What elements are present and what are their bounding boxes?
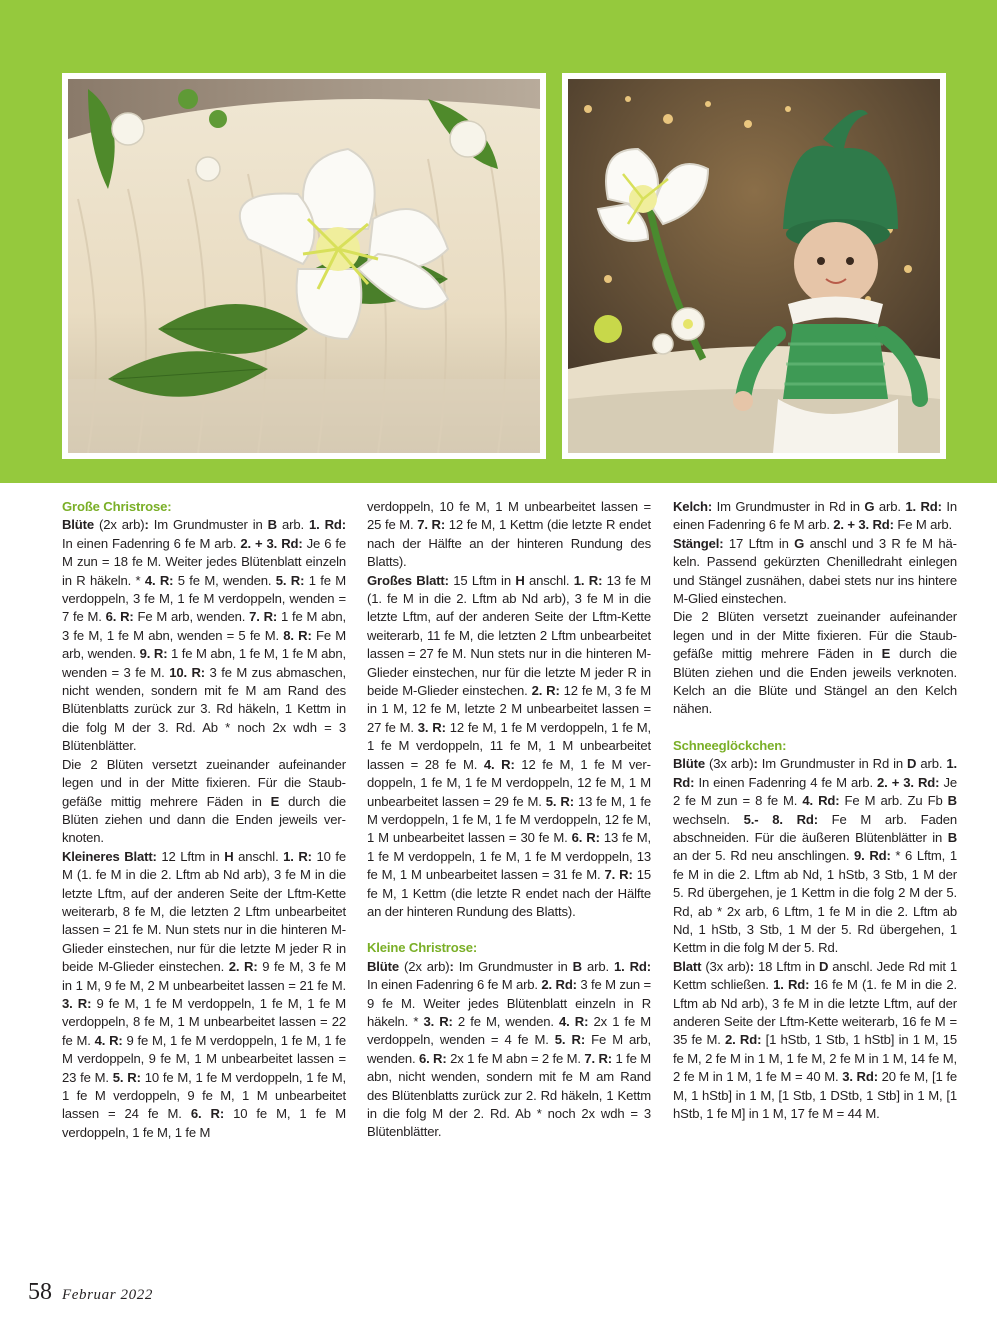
text-run: 10 fe M (1. fe M in die 2. Lftm ab Nd arb), 3 fe M in die letzte Lftm, auf der anderen Seite der Lftm-Kette weiterarb, 8 fe M, die letzten 2 Lftm unbearbeitet lassen = 21 fe M. Nun stets nur in die hinteren M-Glieder einstechen, nur für die letzte M jeder R in beide M-Glieder einstechen.	[62, 848, 346, 975]
text-run: 9 fe M, 1 fe M verdoppeln, 1 fe M, 1 fe M verdoppeln, 8 fe M, 1 M unbearbeitet lassen = 22 fe M.	[62, 995, 347, 1048]
photo-gnome-doll	[562, 73, 946, 459]
text-run: anschl.	[233, 848, 284, 864]
text-run: arb.	[874, 499, 906, 514]
bold-run: 3. R:	[423, 1013, 453, 1029]
gnome-doll-illustration	[568, 79, 940, 453]
text-run: 20 fe M, [1 fe M, 1 hStb] in 1 M, [1 Stb, 1 DStb, 1 Stb] in 1 M, [1 hStb, 1 fe M] in 1 M, 17 fe M = 44 M.	[673, 1069, 957, 1121]
bold-run: :	[753, 756, 758, 772]
text-run: 1 fe M verdoppeln, 3 fe M, 1 fe M verdoppeln, wenden = 7 fe M.	[62, 572, 346, 625]
bold-run: 4. Rd:	[802, 793, 840, 809]
christmas-rose-illustration	[68, 79, 540, 453]
bold-run: 3. Rd:	[842, 1069, 878, 1085]
bold-run: B	[572, 958, 582, 974]
bold-run: 2. R:	[228, 959, 258, 975]
bold-run: 1. Rd:	[613, 958, 651, 974]
bold-run: 9. R:	[139, 646, 168, 662]
text-run: durch die Blüten ziehen und dann die Enden jeweils verknoten.	[62, 793, 346, 846]
bold-run: 1. Rd:	[308, 517, 346, 533]
bold-run: 5. R:	[275, 572, 305, 588]
text-run: verdoppeln, 10 fe M, 1 M unbearbeitet lassen = 25 fe M.	[367, 499, 651, 533]
text-run: 5 fe M, wenden.	[173, 572, 276, 588]
text-run: In einen Fadenring 6 fe M arb.	[673, 499, 957, 533]
section-heading-grosse-christrose: Große Christrose:	[62, 499, 172, 514]
bold-run: 2. + 3. Rd:	[240, 535, 303, 551]
bold-run: 3. R:	[62, 995, 92, 1011]
column-2	[367, 498, 651, 1142]
bold-run: D	[907, 756, 917, 772]
text-run: 9 fe M, 1 fe M verdoppeln, 1 fe M, 1 fe M verdoppeln, 9 fe M, 1 M unbearbeitet lassen = 23 fe M.	[62, 1032, 347, 1085]
text-run: arb.	[276, 517, 309, 533]
paragraph	[673, 498, 957, 535]
text-run: 16 fe M (1. fe M in die 2. Lftm ab Nd arb), 3 fe M in die letzte Lftm, auf der anderen Seite der Lftm-Kette weiterarb, 16 fe M = 35 fe M.	[673, 977, 957, 1048]
text-run: * 6 Lftm, 1 fe M in die 2. Lftm ab Nd, 1 hStb, 3 Stb, 1 M der 5. Rd übergehen, je 1 Kettm in die folg 2 M der 5. Rd, ab * 2x arb, 6 Lftm, 1 fe M in die 2. Lftm ab Nd, 1 hStb, 3 Stb, 1 M der 5. Rd übergehen, 1 Kettm in die folg M der 5. Rd.	[673, 848, 957, 956]
text-run: 15 fe M, 1 Kettm (die letzte R endet nach der Hälfte an der hinteren Rundung des Blatts).	[367, 867, 652, 919]
bold-run: 5. R:	[545, 793, 574, 809]
paragraph	[62, 756, 346, 848]
bold-run: B	[947, 829, 957, 845]
bold-run: Blatt	[673, 958, 702, 974]
text-run: anschl und 3 R fe M häkeln. Passend gekürzten Chenilledraht einlegen und Stängel zusnähen, dabei stets nur ins hintere M-Glied einstechen.	[673, 535, 957, 607]
text-run: 10 fe M, 1 fe M verdoppeln, 1 fe M, 1 fe M	[62, 1106, 347, 1140]
text-run: Im Grundmuster in	[453, 958, 573, 974]
bold-run: H	[515, 572, 525, 588]
text-run: In einen Fadenring 4 fe M arb.	[694, 774, 878, 790]
paragraph	[367, 958, 651, 1142]
text-run: (2x arb)	[94, 517, 145, 533]
text-run: 12 fe M, 1 Kettm (die letzte R endet nach der Hälfte an der hinteren Rundung des Blatts).	[367, 517, 652, 570]
bold-run: :	[749, 958, 754, 974]
bold-run: :	[449, 958, 454, 974]
text-run: 2x 1 fe M abn = 2 fe M.	[446, 1050, 585, 1066]
bold-run: 6. R:	[190, 1106, 225, 1122]
bold-run: :	[144, 517, 149, 533]
bold-run: 7. R:	[417, 517, 446, 533]
bold-run: 6. R:	[418, 1050, 447, 1066]
bold-run: 7. R:	[584, 1050, 613, 1066]
text-run: wechseln.	[673, 811, 744, 827]
text-run: 1 fe M abn, 3 fe M, 1 fe M abn, wenden = 5 fe M.	[62, 609, 347, 643]
page-footer	[28, 1279, 153, 1309]
bold-run: E	[270, 793, 280, 809]
paragraph	[367, 572, 651, 922]
bold-run: 4. R:	[94, 1032, 123, 1048]
text-run: (2x arb)	[399, 958, 450, 974]
text-run: Fe M arb, wenden.	[133, 609, 250, 625]
text-run: 17 Lftm in	[723, 535, 795, 551]
bold-run: 6. R:	[105, 609, 134, 625]
section-heading-kleine-christrose: Kleine Christrose:	[367, 940, 478, 956]
text-run: [1 hStb, 1 Stb, 1 hStb] in 1 M, 15 fe M, 2 fe M in 1 M, 1 fe M, 2 fe M in 1 M, 14 fe M, 2 fe M in 1 M, 1 fe M = 40 M.	[673, 1032, 957, 1085]
text-run: In einen Fadenring 6 fe M arb.	[62, 535, 241, 551]
paragraph	[673, 608, 957, 718]
text-run: Im Grundmuster in Rd in	[757, 756, 908, 772]
paragraph	[673, 755, 957, 957]
text-run: 2 fe M, wenden.	[452, 1013, 560, 1029]
text-run: 13 fe M, 1 fe M verdoppeln, 1 fe M, 1 fe M verdoppeln, 12 fe M, 1 M unbearbeitet lassen = 30 fe M.	[367, 793, 651, 846]
bold-run: 2. + 3. Rd:	[833, 517, 894, 533]
paragraph	[62, 516, 346, 755]
bold-run: 4. R:	[144, 572, 174, 588]
text-run: 13 fe M, 1 fe M verdoppeln, 1 fe M, 1 fe M verdoppeln, 13 fe M, 1 M unbearbeitet lassen = 31 fe M.	[367, 830, 652, 883]
paragraph	[673, 958, 957, 1124]
text-run: 12 Lftm in	[156, 848, 225, 864]
text-run: Fe M arb, wenden.	[367, 1032, 652, 1066]
text-run: Im Grundmuster in Rd in	[712, 499, 865, 514]
bold-run: 10. R:	[169, 664, 205, 680]
text-run: Fe M arb, wenden.	[62, 627, 346, 662]
bold-run: 3. R:	[417, 719, 446, 735]
bold-run: B	[947, 793, 957, 809]
bold-run: 2. Rd:	[541, 977, 577, 993]
column-1	[62, 498, 346, 1142]
text-run: Je 6 fe M zun = 18 fe M. Weiter jedes Blütenblatt einzeln in R häkeln. *	[62, 535, 346, 588]
text-run: 18 Lftm in	[753, 958, 819, 974]
bold-run: 6. R:	[571, 830, 600, 846]
bold-run: 2. Rd:	[725, 1032, 762, 1048]
bold-run: 7. R:	[604, 867, 633, 883]
text-run: 12 fe M, 1 fe M verdoppeln, 1 fe M, 1 fe M verdoppeln, 11 fe M, 1 M unbearbeitet lassen = 28 fe M.	[367, 719, 652, 772]
text-run: anschl. Jede Rd mit 1 Kettm schließen.	[673, 958, 957, 993]
bold-run: E	[881, 646, 891, 662]
text-run: (3x arb)	[705, 756, 754, 772]
text-run: anschl.	[524, 572, 574, 588]
paragraph	[673, 535, 957, 609]
bold-run: 1. Rd:	[905, 499, 942, 514]
bold-run: Großes Blatt:	[367, 572, 449, 588]
issue-date: Februar 2022	[62, 1287, 153, 1303]
text-run: Im Grundmuster in	[148, 517, 268, 533]
bold-run: 8. R:	[283, 627, 312, 643]
section-heading-schneegloeckchen: Schneeglöckchen:	[673, 737, 787, 753]
text-run: Die 2 Blüten versetzt zueinander aufeinander legen und in der Mitte fixieren. Für die Staubgefäße mittig mehrere Fäden in	[673, 609, 957, 662]
text-run: 3 fe M zun = 9 fe M. Weiter jedes Blütenblatt einzeln in R häkeln. *	[367, 977, 651, 1029]
text-run: 12 fe M, 3 fe M in 1 M, 12 fe M, letzte 2 M unbearbeitet lassen = 27 fe M.	[367, 683, 651, 735]
bold-run: 7. R:	[249, 609, 278, 625]
photo-christmas-rose-wreath	[62, 73, 546, 459]
bold-run: Blüte	[367, 958, 399, 974]
bold-run: 1. Rd:	[773, 977, 810, 993]
bold-run: D	[818, 958, 829, 974]
page-number: 58	[28, 1279, 52, 1305]
text-run: arb.	[581, 958, 614, 974]
bold-run: 1. R:	[283, 848, 312, 864]
text-run: In einen Fadenring 6 fe M arb.	[367, 977, 542, 993]
bold-run: 9. Rd:	[854, 848, 891, 864]
text-run: 9 fe M, 3 fe M in 1 M, 9 fe M, 2 M unbearbeitet lassen = 21 fe M.	[62, 959, 347, 993]
text-run: an der 5. Rd neu anschlingen.	[673, 848, 855, 864]
text-run: 2x 1 fe M verdoppeln, wenden = 4 fe M.	[367, 1013, 652, 1048]
bold-run: 4. R:	[483, 756, 515, 772]
paragraph	[367, 498, 651, 572]
bold-run: 4. R:	[559, 1013, 589, 1029]
bold-run: H	[224, 848, 234, 864]
bold-run: Blüte	[673, 756, 705, 772]
text-run: 1 fe M abn, nicht wenden, sondern mit fe M am Rand des Blütenblatts zurück zur 2. Rd häkeln, 1 Kettm in die folg M der 2. Rd. Ab * noch 2x wdh = 3 Blütenblätter.	[367, 1050, 651, 1140]
text-run: 15 Lftm in	[448, 572, 516, 588]
text-run: 13 fe M (1. fe M in die 2. Lftm ab Nd arb), 3 fe M in die letzte Lftm, auf der anderen Seite der Lftm-Kette weiterarb, 11 fe M, die letzten 2 Lftm unbearbeitet lassen = 27 fe M. Nun stets nur in die hinteren M-Glieder einstechen, nur für die letzte M jeder R in beide M-Glieder einstechen.	[367, 572, 651, 699]
bold-run: Blüte	[62, 517, 94, 533]
bold-run: 2. + 3. Rd:	[877, 774, 940, 790]
text-run: Die 2 Blüten versetzt zueinander aufeinander legen und in der Mitte fixieren. Für die Staubgefäße mittig mehrere Fäden in	[62, 756, 346, 809]
bold-run: Stängel:	[673, 535, 724, 551]
text-run: Fe M arb. Faden abschneiden. Für die äußeren Blütenblätter in	[673, 811, 957, 845]
bold-run: 1. R:	[573, 572, 603, 588]
bold-run: Kelch:	[673, 499, 713, 514]
bold-run: Kleineres Blatt:	[62, 848, 157, 864]
text-run: durch die Blüten ziehen und die Enden jeweils verknoten. Kelch an die Blüte und Stängel an den Kelch nähen.	[673, 646, 957, 717]
bold-run: 1. Rd:	[673, 756, 957, 790]
bold-run: 5.- 8. Rd:	[743, 811, 818, 827]
text-run: 10 fe M, 1 fe M verdoppeln, 1 fe M, 1 fe M verdoppeln, 9 fe M, 1 M unbearbeitet lassen = 24 fe M.	[62, 1069, 347, 1122]
bold-run: G	[864, 499, 875, 514]
text-run: Je 2 fe M zun = 8 fe M.	[673, 774, 957, 809]
text-run: 12 fe M, 1 fe M verdoppeln, 1 fe M, 1 fe M verdoppeln, 12 fe M, 1 M unbearbeitet lassen = 29 fe M.	[367, 756, 652, 809]
bold-run: 5. R:	[554, 1032, 586, 1048]
column-3	[673, 498, 957, 1123]
bold-run: G	[794, 535, 805, 551]
bold-run: B	[267, 517, 277, 533]
text-run: Fe M arb. Zu Fb	[839, 793, 948, 809]
bold-run: 2. R:	[531, 683, 560, 699]
text-run: (3x arb)	[701, 958, 750, 974]
text-run: Fe M arb.	[893, 517, 953, 533]
text-run: arb.	[916, 756, 947, 772]
bold-run: 5. R:	[112, 1069, 141, 1085]
text-run: 3 fe M zus abmaschen, nicht wenden, sondern mit fe M am Rand des Blütenblatts zurück zur 3. Rd häkeln, 1 Kettm in die folg M der 3. Rd. Ab * noch 2x wdh = 3 Blütenblätter.	[62, 664, 346, 754]
paragraph	[62, 848, 346, 1143]
text-run: 1 fe M abn, 1 fe M, 1 fe M abn, wenden = 3 fe M.	[62, 646, 346, 680]
